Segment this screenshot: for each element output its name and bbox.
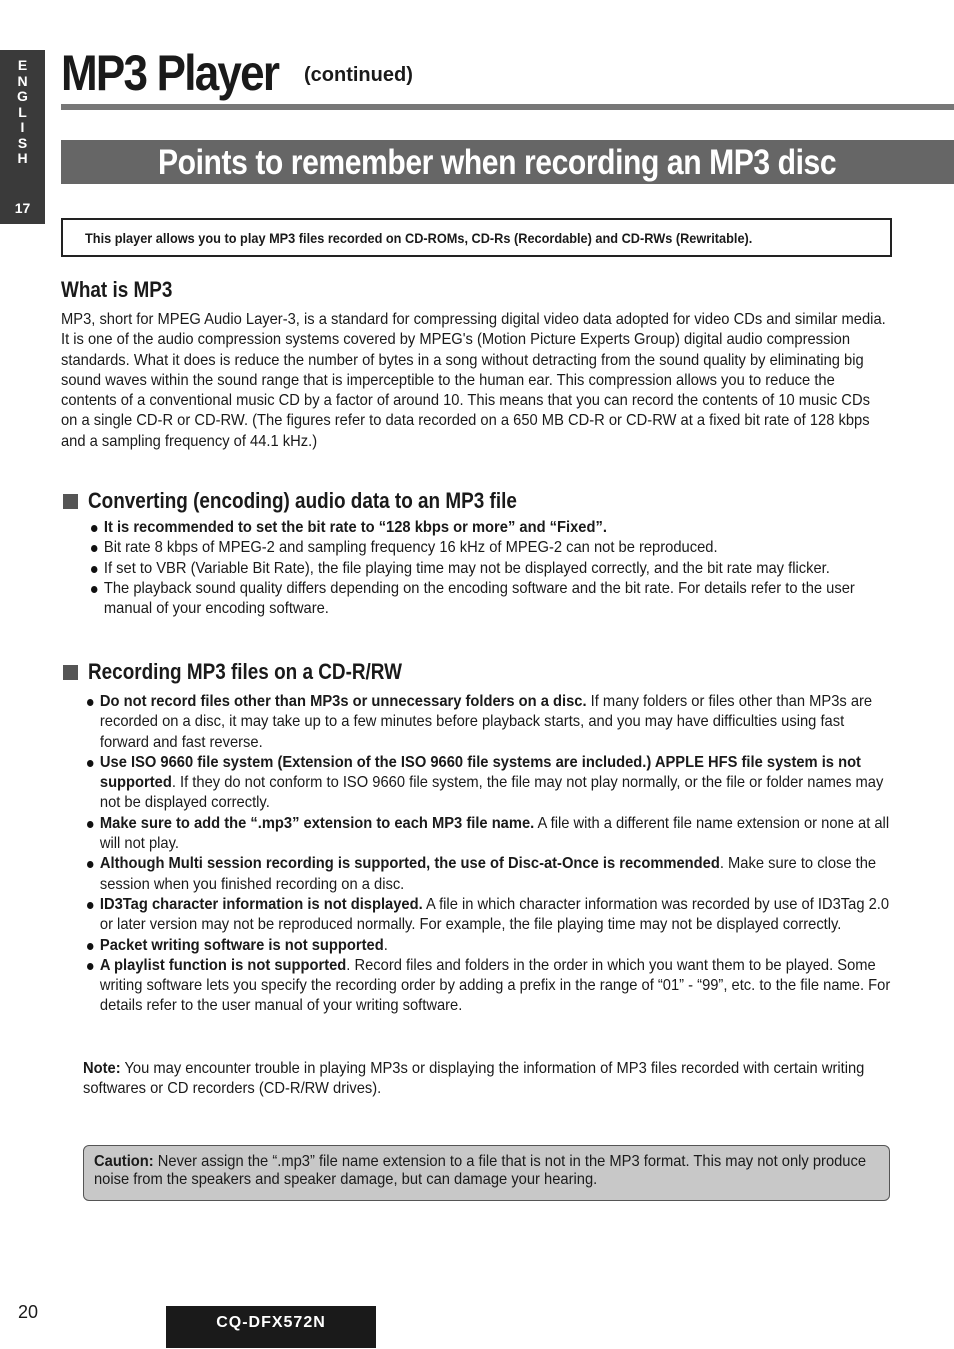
language-tab bbox=[0, 50, 45, 224]
converting-heading bbox=[63, 488, 587, 514]
list-item bbox=[87, 854, 897, 895]
section-title-bar bbox=[61, 140, 954, 184]
section-title: Points to remember when recording an MP3 disc bbox=[158, 143, 837, 182]
what-is-mp3-heading: What is MP3 bbox=[61, 277, 173, 302]
page-title bbox=[61, 44, 413, 102]
list-item-text: A file with a different file name extension or none at all will not play. bbox=[99, 814, 890, 853]
list-item-bold: ID3Tag character information is not displayed. bbox=[99, 895, 423, 913]
language-letter: G bbox=[17, 88, 28, 104]
language-letter: I bbox=[20, 119, 25, 135]
list-item bbox=[87, 956, 897, 1017]
note-text: You may encounter trouble in playing MP3s or displaying the information of MP3 files recorded with certain writing softwares or CD recorders (CD-R/RW drives). bbox=[83, 1060, 865, 1098]
caution-paragraph bbox=[94, 1153, 885, 1189]
list-item-text: . bbox=[383, 936, 388, 954]
note-paragraph bbox=[83, 1059, 893, 1100]
list-item-bold: Do not record files other than MP3s or unnecessary folders on a disc. bbox=[99, 693, 587, 710]
list-item-bold: Although Multi session recording is supported, the use of Disc-at-Once is recommended bbox=[99, 855, 720, 873]
list-item bbox=[91, 559, 901, 579]
caution-label: Caution: bbox=[94, 1153, 154, 1170]
language-letter: S bbox=[17, 134, 28, 151]
list-item bbox=[91, 579, 901, 620]
list-item-text: . If they do not conform to ISO 9660 file system, the file may not play normally, or the file or folder names may not be displayed correctly. bbox=[99, 774, 884, 812]
list-item-text: If many folders or files other than MP3s are recorded on a disc, it may take up to a few minutes before playback starts, and you may have difficulties using fast forward and fast reverse. bbox=[99, 693, 873, 751]
list-item-text: Bit rate 8 kbps of MPEG-2 and sampling frequency 16 kHz of MPEG-2 can not be reproduced. bbox=[103, 539, 718, 557]
language-letter: N bbox=[17, 72, 28, 89]
section-number: 17 bbox=[14, 200, 31, 216]
list-item bbox=[87, 692, 897, 753]
what-is-mp3-body: MP3, short for MPEG Audio Layer-3, is a standard for compressing digital video data adopted for video CDs and similar media. It is one of the audio compression systems covered by MPEG's (Motion Picture Experts Group) digital audio compression standards. What it does is reduce the number of bytes in a song without detracting from the sound quality by eliminating big sound waves within the sound range that is imperceptible to the human ear. This compression allows you to reduce the contents of a conventional music CD by a factor of around 10. This means that you can record the contents of 10 music CDs on a single CD-R or CD-RW. (The figures refer to data recorded on a 650 MB CD-R or CD-RW at a fixed bit rate of 128 kbps and a sampling frequency of 44.1 kHz.) bbox=[61, 311, 886, 450]
list-item bbox=[87, 753, 897, 814]
list-item-text: . Make sure to close the session when you finished recording on a disc. bbox=[99, 855, 877, 893]
note-label: Note: bbox=[83, 1060, 121, 1077]
recording-heading-text: Recording MP3 files on a CD-R/RW bbox=[88, 659, 402, 684]
list-item bbox=[91, 538, 901, 558]
list-item bbox=[87, 814, 897, 855]
list-item bbox=[87, 936, 897, 956]
converting-heading-text: Converting (encoding) audio data to an MP3 file bbox=[88, 488, 517, 513]
converting-list bbox=[91, 518, 901, 619]
recording-heading bbox=[63, 659, 453, 685]
language-tab-letters bbox=[0, 50, 45, 167]
list-item-text: If set to VBR (Variable Bit Rate), the file playing time may not be displayed correctly, and the bit rate may flicker. bbox=[103, 559, 830, 577]
language-letter: L bbox=[18, 103, 27, 120]
page-title-subtitle: (continued) bbox=[304, 64, 413, 86]
list-item-bold: Make sure to add the “.mp3” extension to each MP3 file name. bbox=[99, 814, 535, 832]
list-item bbox=[87, 895, 897, 936]
list-item-bold: Use ISO 9660 file system (Extension of the ISO 9660 file systems are included.) APPLE HFS file system is not supported bbox=[99, 753, 861, 792]
list-item-bold: Packet writing software is not supported bbox=[99, 936, 384, 954]
model-label: CQ-DFX572N bbox=[166, 1306, 376, 1348]
page-number: 20 bbox=[18, 1302, 39, 1322]
language-letter: E bbox=[17, 57, 28, 73]
square-bullet-icon bbox=[63, 665, 78, 680]
list-item-text: . Record files and folders in the order in which you want them to be played. Some writing software lets you specify the recording order by adding a prefix in the range of “01” - “99”, etc. to the file name. For details refer to the user manual of your writing software. bbox=[99, 956, 891, 1015]
list-item-bold: It is recommended to set the bit rate to “128 kbps or more” and “Fixed”. bbox=[103, 519, 607, 536]
page-title-main: MP3 Player bbox=[61, 45, 279, 101]
caution-text: Never assign the “.mp3” file name extension to a file that is not in the MP3 format. This may not only produce noise from the speakers and speaker damage, but can damage your hearing. bbox=[94, 1153, 867, 1188]
list-item bbox=[91, 518, 901, 538]
list-item-bold: A playlist function is not supported bbox=[99, 956, 347, 974]
square-bullet-icon bbox=[63, 494, 78, 509]
title-rule bbox=[61, 104, 954, 110]
list-item-text: The playback sound quality differs depending on the encoding software and the bit rate. For details refer to the user manual of your encoding software. bbox=[103, 579, 855, 618]
list-item-text: A file in which character information was recorded by use of ID3Tag 2.0 or later version may not be reproduced normally. For example, the file playing time may not be displayed correctly. bbox=[99, 895, 890, 934]
language-letter: H bbox=[17, 150, 28, 166]
caution-box bbox=[83, 1145, 890, 1201]
recording-list bbox=[87, 692, 897, 1017]
intro-box bbox=[61, 218, 892, 257]
intro-text: This player allows you to play MP3 files recorded on CD-ROMs, CD-Rs (Recordable) and CD-RWs (Rewritable). bbox=[85, 230, 753, 246]
